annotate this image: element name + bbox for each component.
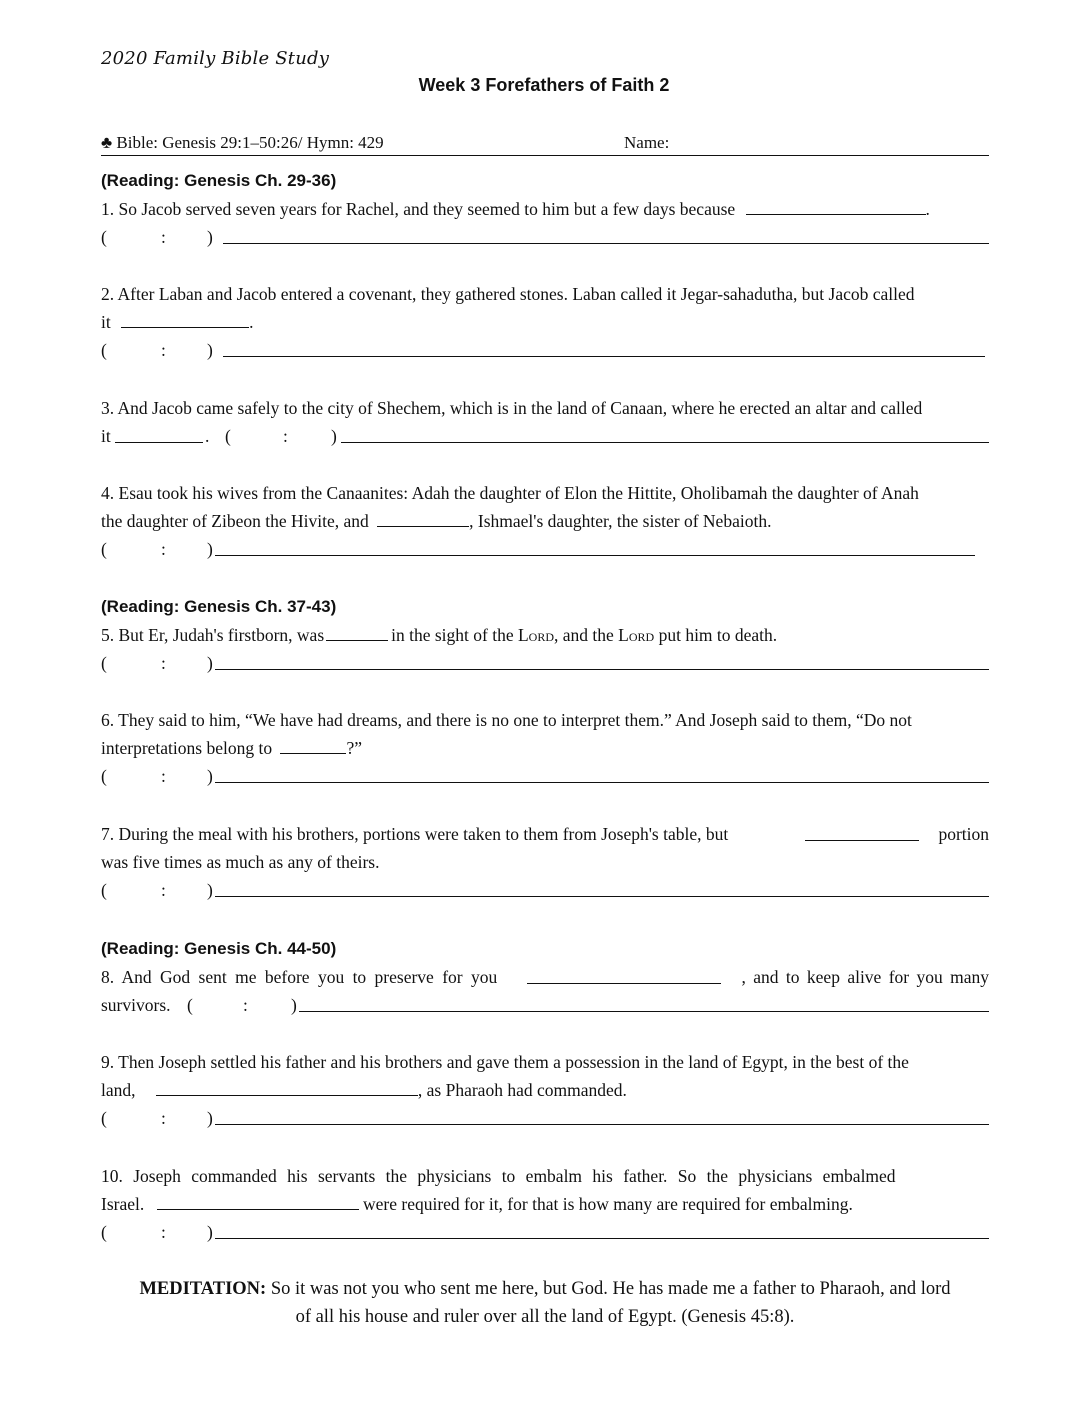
answer-line[interactable]: [223, 356, 985, 357]
question-2: 2. After Laban and Jacob entered a covenant, they gathered stones. Laban called it Jegar-sahadutha, but Jacob called it . ( : ): [101, 280, 989, 364]
question-4: 4. Esau took his wives from the Canaanites: Adah the daughter of Elon the Hittite, Oholibamah the daughter of Anah the daughter of Zibeon the Hivite, and , Ishmael's daughter, the sister of Nebaioth. ( : ): [101, 479, 989, 563]
section-heading: (Reading: Genesis Ch. 44-50): [101, 939, 337, 958]
question-6: 6. They said to him, “We have had dreams, and there is no one to interpret them.” And Joseph said to them, “Do not interpretations belong to ?” ( : ): [101, 706, 989, 790]
bible-reference: ♣ Bible: Genesis 29:1–50:26/ Hymn: 429: [101, 133, 384, 152]
meditation-label: MEDITATION:: [139, 1279, 267, 1299]
answer-line[interactable]: [341, 442, 989, 443]
answer-blank[interactable]: [156, 1077, 418, 1096]
section-heading: (Reading: Genesis Ch. 29-36): [101, 171, 337, 190]
verse-reference-row: ( : ): [101, 223, 989, 251]
verse-reference-row: ( : ): [101, 535, 989, 563]
answer-blank[interactable]: [157, 1191, 359, 1210]
question-9: 9. Then Joseph settled his father and his brothers and gave them a possession in the land of Egypt, in the best of the land, , as Pharaoh had commanded. ( : ): [101, 1048, 989, 1132]
page-title: Week 3 Forefathers of Faith 2: [418, 75, 670, 95]
verse-reference-row: ( : ): [101, 762, 989, 790]
answer-blank[interactable]: [115, 424, 203, 443]
answer-blank[interactable]: [326, 622, 388, 641]
section-heading: (Reading: Genesis Ch. 37-43): [101, 597, 337, 616]
section-1: [101, 167, 989, 251]
question-1: 1. So Jacob served seven years for Rachel, and they seemed to him but a few days because .: [101, 195, 989, 223]
verse-reference-row: ( : ): [101, 876, 989, 904]
question-8: 8. And God sent me before you to preserve for you , and to keep alive for you many: [101, 967, 989, 987]
answer-blank[interactable]: [377, 508, 469, 527]
verse-reference-row: ( : ): [101, 649, 989, 677]
verse-reference-row: ( : ): [101, 336, 989, 364]
answer-line[interactable]: [215, 669, 989, 670]
question-7: 7. During the meal with his brothers, portions were taken to them from Joseph's table, but portion was five times as much as any of theirs. ( : ): [101, 820, 989, 904]
answer-line[interactable]: [215, 555, 975, 556]
answer-blank[interactable]: [121, 309, 249, 328]
answer-line[interactable]: [215, 1238, 989, 1239]
answer-blank[interactable]: [280, 735, 346, 754]
answer-line[interactable]: [223, 243, 989, 244]
section-3: (Reading: Genesis Ch. 44-50) 8. And God sent me before you to preserve for you , and to keep alive for you many survivors. ( : ): [101, 935, 989, 1019]
section-2: [101, 593, 989, 677]
question-10: 10. Joseph commanded his servants the physicians to embalm his father. So the physicians embalmed Israel. were required for it, for that is how many are required for embalming. ( : ): [101, 1162, 989, 1246]
verse-reference-row: ( : ): [101, 1104, 989, 1132]
verse-reference-row: ( : ): [101, 1218, 989, 1246]
answer-line[interactable]: [299, 1011, 989, 1012]
answer-blank[interactable]: [746, 196, 926, 215]
answer-line[interactable]: [215, 896, 989, 897]
study-series-title: 2020 Family Bible Study: [101, 48, 330, 69]
meditation: MEDITATION: So it was not you who sent me here, but God. He has made me a father to Pharaoh, and lord of all his house and ruler over all the land of Egypt. (Genesis 45:8).: [139, 1279, 951, 1327]
question-5: 5. But Er, Judah's firstborn, was in the sight of the Lord, and the Lord put him to death.: [101, 621, 989, 649]
answer-line[interactable]: [215, 782, 989, 783]
info-row: [101, 133, 989, 156]
name-label: Name:: [624, 133, 670, 152]
question-3: 3. And Jacob came safely to the city of Shechem, which is in the land of Canaan, where he erected an altar and called it . ( : ): [101, 394, 989, 450]
answer-blank[interactable]: [527, 965, 721, 984]
answer-blank[interactable]: [805, 822, 919, 841]
answer-line[interactable]: [215, 1124, 989, 1125]
